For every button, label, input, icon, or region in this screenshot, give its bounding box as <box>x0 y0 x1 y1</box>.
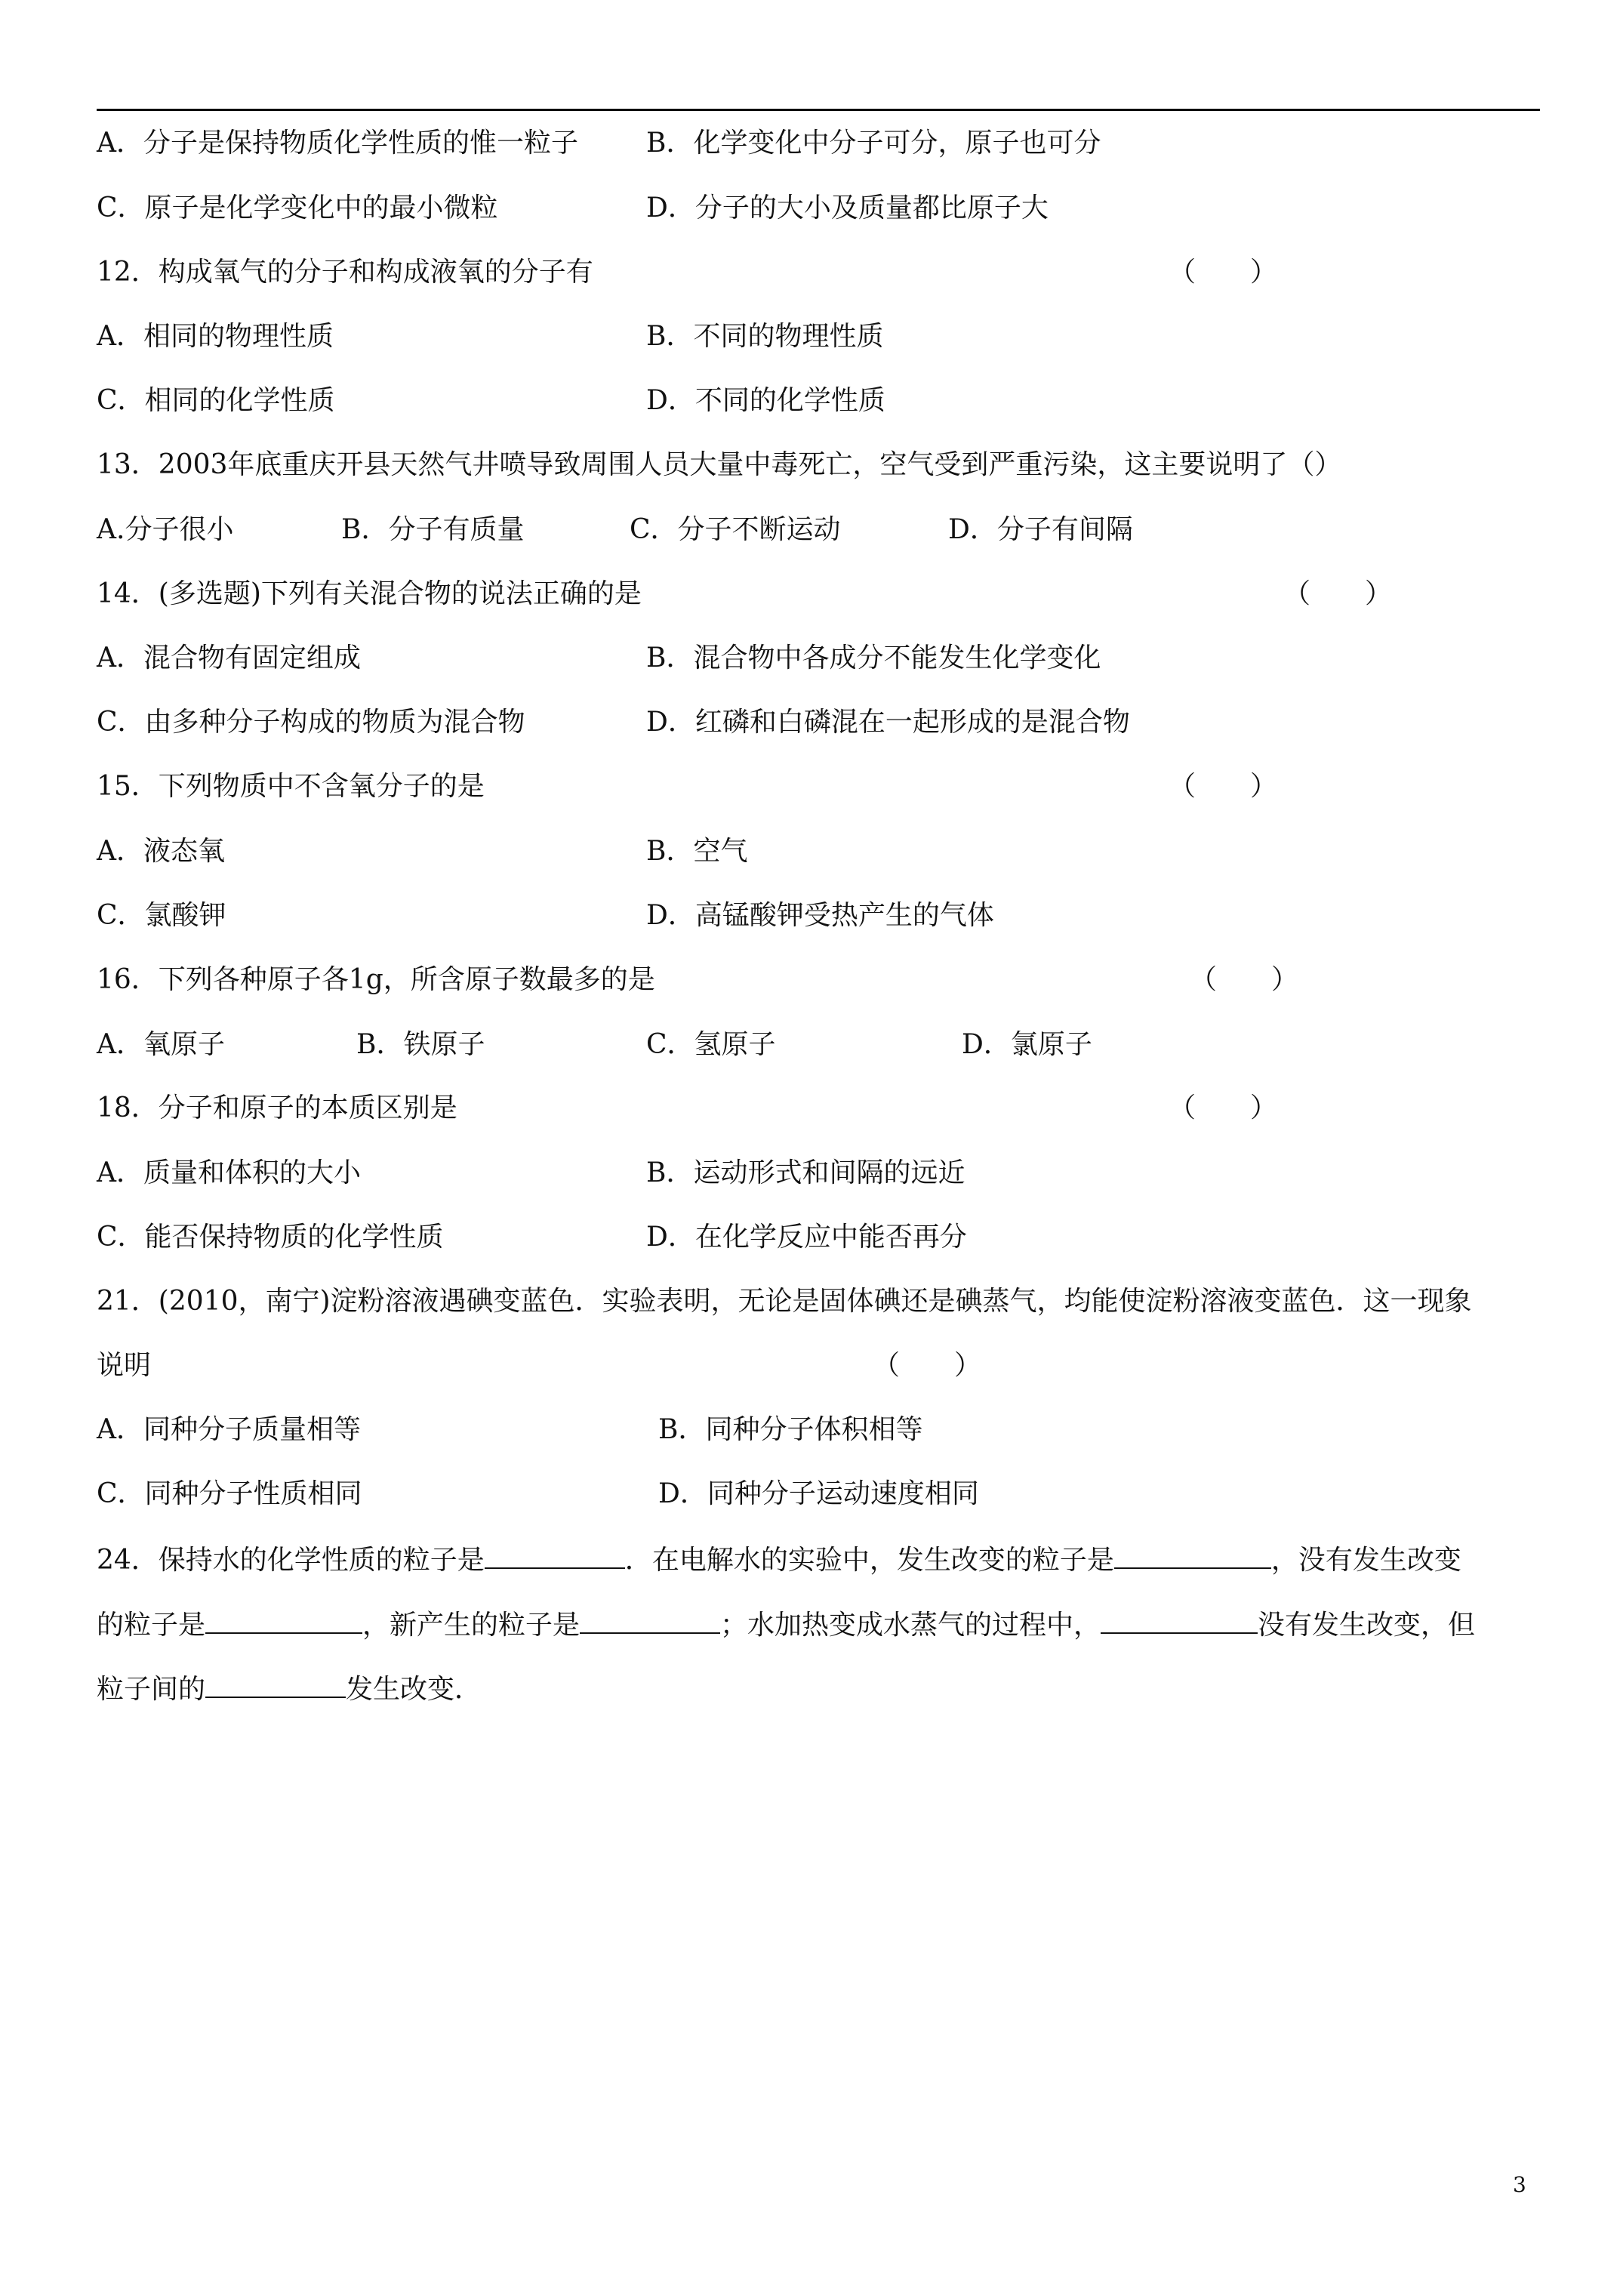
q24-text-8: 粒子间的 <box>97 1674 206 1705</box>
q12-answer-bracket: （ ） <box>1169 257 1278 288</box>
q16-option-d: D．氯原子 <box>962 1029 1092 1060</box>
q11-option-a: A．分子是保持物质化学性质的惟一粒子 <box>97 128 578 159</box>
q16-stem: 16．下列各种原子各1g，所含原子数最多的是 <box>97 964 655 995</box>
q21-answer-bracket: （ ） <box>873 1350 982 1381</box>
q21-option-a: A．同种分子质量相等 <box>97 1414 361 1445</box>
q11-option-b: B．化学变化中分子可分，原子也可分 <box>646 128 1101 159</box>
q16-option-c: C．氢原子 <box>646 1029 776 1060</box>
q16-option-b: B．铁原子 <box>356 1029 485 1060</box>
q24-blank-1[interactable] <box>485 1542 625 1569</box>
q12-stem: 12．构成氧气的分子和构成液氧的分子有 <box>97 257 593 288</box>
q21-option-b: B．同种分子体积相等 <box>658 1414 923 1445</box>
q24-blank-3[interactable] <box>205 1607 362 1634</box>
q11-option-c: C．原子是化学变化中的最小微粒 <box>97 193 498 223</box>
q13-stem: 13．2003年底重庆开县天然气井喷导致周围人员大量中毒死亡，空气受到严重污染，这主要说明了（） <box>97 449 1342 480</box>
q24-blank-5[interactable] <box>1101 1607 1258 1634</box>
q18-option-a: A．质量和体积的大小 <box>97 1157 361 1188</box>
q14-option-c: C．由多种分子构成的物质为混合物 <box>97 707 525 738</box>
q14-option-d: D．红磷和白磷混在一起形成的是混合物 <box>646 707 1130 738</box>
q14-stem: 14．(多选题)下列有关混合物的说法正确的是 <box>97 578 642 609</box>
q13-option-a: A.分子很小 <box>97 514 234 545</box>
q24-text-6: ；水加热变成水蒸气的过程中， <box>720 1610 1101 1641</box>
q24-blank-6[interactable] <box>205 1671 346 1698</box>
q21-stem-line2: 说明 <box>97 1350 152 1381</box>
q12-option-d: D．不同的化学性质 <box>646 385 885 416</box>
q12-option-a: A．相同的物理性质 <box>97 321 334 352</box>
q13-option-c: C．分子不断运动 <box>630 514 841 545</box>
q24-line3 <box>97 1671 482 1706</box>
q24-blank-4[interactable] <box>580 1607 720 1634</box>
q18-option-c: C．能否保持物质的化学性质 <box>97 1222 444 1253</box>
q18-option-d: D．在化学反应中能否再分 <box>646 1222 967 1253</box>
q11-option-d: D．分子的大小及质量都比原子大 <box>646 193 1049 223</box>
q21-option-c: C．同种分子性质相同 <box>97 1478 362 1509</box>
q21-option-d: D．同种分子运动速度相同 <box>658 1478 979 1509</box>
q15-option-c: C．氯酸钾 <box>97 900 226 931</box>
q24-line2 <box>97 1607 1475 1642</box>
q18-answer-bracket: （ ） <box>1169 1093 1278 1123</box>
q15-stem: 15．下列物质中不含氧分子的是 <box>97 771 485 802</box>
q24-line1 <box>97 1542 1461 1577</box>
q24-text-2: ．在电解水的实验中，发生改变的粒子是 <box>624 1545 1114 1576</box>
q16-answer-bracket: （ ） <box>1190 964 1299 995</box>
q24-text-9: 发生改变． <box>346 1674 482 1705</box>
header-rule <box>97 109 1540 111</box>
q24-text-3: ，没有发生改变 <box>1270 1545 1461 1576</box>
q14-answer-bracket: （ ） <box>1283 578 1393 609</box>
q14-option-b: B．混合物中各成分不能发生化学变化 <box>646 643 1101 673</box>
q24-text-7: 没有发生改变，但 <box>1258 1610 1476 1641</box>
q16-option-a: A．氧原子 <box>97 1029 225 1060</box>
q12-option-b: B．不同的物理性质 <box>646 321 884 352</box>
q15-option-b: B．空气 <box>646 836 748 867</box>
q13-option-d: D．分子有间隔 <box>948 514 1133 545</box>
q24-text-5: ，新产生的粒子是 <box>362 1610 581 1641</box>
q15-option-d: D．高锰酸钾受热产生的气体 <box>646 900 994 931</box>
q18-option-b: B．运动形式和间隔的远近 <box>646 1157 965 1188</box>
q14-option-a: A．混合物有固定组成 <box>97 643 361 673</box>
q18-stem: 18．分子和原子的本质区别是 <box>97 1093 457 1123</box>
q24-text-4: 的粒子是 <box>97 1610 206 1641</box>
q13-option-b: B．分子有质量 <box>341 514 525 545</box>
q21-stem-line1: 21．(2010，南宁)淀粉溶液遇碘变蓝色．实验表明，无论是固体碘还是碘蒸气，均能使淀粉溶液变蓝色．这一现象 <box>97 1286 1472 1317</box>
q15-answer-bracket: （ ） <box>1169 771 1278 802</box>
q24-blank-2[interactable] <box>1114 1542 1271 1569</box>
q15-option-a: A．液态氧 <box>97 836 225 867</box>
q24-text-1: 24．保持水的化学性质的粒子是 <box>97 1545 485 1576</box>
q12-option-c: C．相同的化学性质 <box>97 385 335 416</box>
page-number: 3 <box>1513 2172 1526 2197</box>
